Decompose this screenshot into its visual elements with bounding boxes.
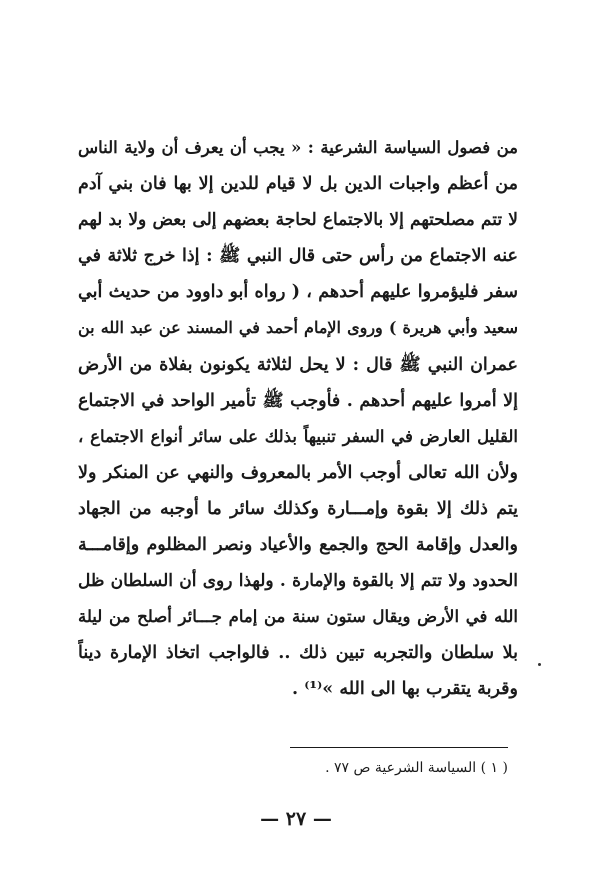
text-line: سفر فليؤمروا عليهم أحدهم ، ( رواه أبو داوود من حديث أبي <box>78 282 518 303</box>
text-line: ولأن الله تعالى أوجب الأمر بالمعروف والنهي عن المنكر ولا <box>78 462 518 483</box>
main-text-block <box>78 130 518 708</box>
text-line: من فصول السياسة الشرعية : « يجب أن يعرف أن ولاية الناس <box>78 138 518 157</box>
footnote: ( ١ ) السياسة الشرعية ص ٧٧ . <box>325 760 508 776</box>
text-line: وقربة يتقرب بها الى الله »⁽¹⁾ . <box>292 679 518 700</box>
text-line: القليل العارض في السفر تنبيهاً بذلك على سائر أنواع الاجتماع ، <box>78 426 518 446</box>
footnote-divider <box>290 747 508 748</box>
text-line: عنه الاجتماع من رأس حتى قال النبي ﷺ : إذا خرج ثلاثة في <box>78 246 518 267</box>
text-line: يتم ذلك إلا بقوة وإمـــارة وكذلك سائر ما أوجبه من الجهاد <box>78 498 518 519</box>
text-line: والعدل وإقامة الحج والجمع والأعياد ونصر المظلوم وإقامـــة <box>78 535 518 556</box>
text-line: من أعظم واجبات الدين بل لا قيام للدين إلا بها فان بني آدم <box>78 174 518 195</box>
page-number: — ٢٧ — <box>260 808 332 830</box>
text-line: لا تتم مصلحتهم إلا بالاجتماع لحاجة بعضهم إلى بعض ولا بد لهم <box>78 210 518 231</box>
text-line: الله في الأرض ويقال ستون سنة من إمام جـــائر أصلح من ليلة <box>78 607 518 627</box>
text-line: إلا أمروا عليهم أحدهم . فأوجب ﷺ تأمير الواحد في الاجتماع <box>78 390 518 411</box>
text-line: عمران النبي ﷺ قال : لا يحل لثلاثة يكونون بفلاة من الأرض <box>78 354 518 375</box>
text-line: سعيد وأبي هريرة ) وروى الإمام أحمد في المسند عن عبد الله بن <box>78 318 518 338</box>
text-line: الحدود ولا تتم إلا بالقوة والإمارة . ولهذا روى أن السلطان ظل <box>78 571 518 592</box>
text-line: بلا سلطان والتجربه تبين ذلك .. فالواجب اتخاذ الإمارة ديناً <box>78 643 518 664</box>
margin-dot <box>538 663 541 666</box>
